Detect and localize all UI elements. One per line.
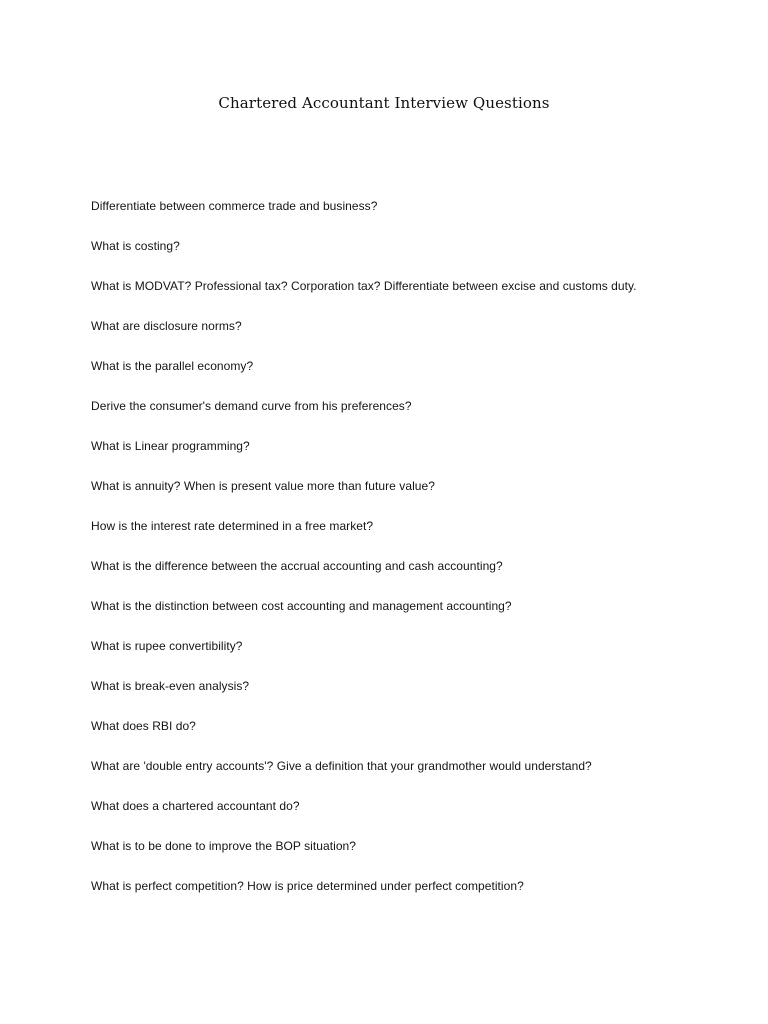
question-item: How is the interest rate determined in a free market? bbox=[91, 519, 374, 533]
question-item: What are disclosure norms? bbox=[91, 319, 242, 333]
question-item: What is perfect competition? How is price determined under perfect competition? bbox=[91, 879, 524, 893]
question-item: What does a chartered accountant do? bbox=[91, 799, 300, 813]
question-item: What is the parallel economy? bbox=[91, 359, 254, 373]
question-item: What is the difference between the accrual accounting and cash accounting? bbox=[91, 559, 503, 573]
question-item: What is the distinction between cost accounting and management accounting? bbox=[91, 599, 512, 613]
question-item: Differentiate between commerce trade and business? bbox=[91, 199, 378, 213]
question-item: What is rupee convertibility? bbox=[91, 639, 243, 653]
question-item: What is to be done to improve the BOP situation? bbox=[91, 839, 356, 853]
question-item: What is annuity? When is present value more than future value? bbox=[91, 479, 435, 493]
question-item: Derive the consumer's demand curve from his preferences? bbox=[91, 399, 412, 413]
question-item: What are 'double entry accounts'? Give a definition that your grandmother would understand? bbox=[91, 759, 592, 773]
document-title: Chartered Accountant Interview Questions bbox=[218, 94, 550, 112]
question-item: What is break-even analysis? bbox=[91, 679, 250, 693]
question-item: What is Linear programming? bbox=[91, 439, 250, 453]
question-item: What is costing? bbox=[91, 239, 180, 253]
question-item: What does RBI do? bbox=[91, 719, 196, 733]
question-item: What is MODVAT? Professional tax? Corporation tax? Differentiate between excise and customs duty. bbox=[91, 279, 637, 293]
question-list bbox=[91, 196, 731, 916]
